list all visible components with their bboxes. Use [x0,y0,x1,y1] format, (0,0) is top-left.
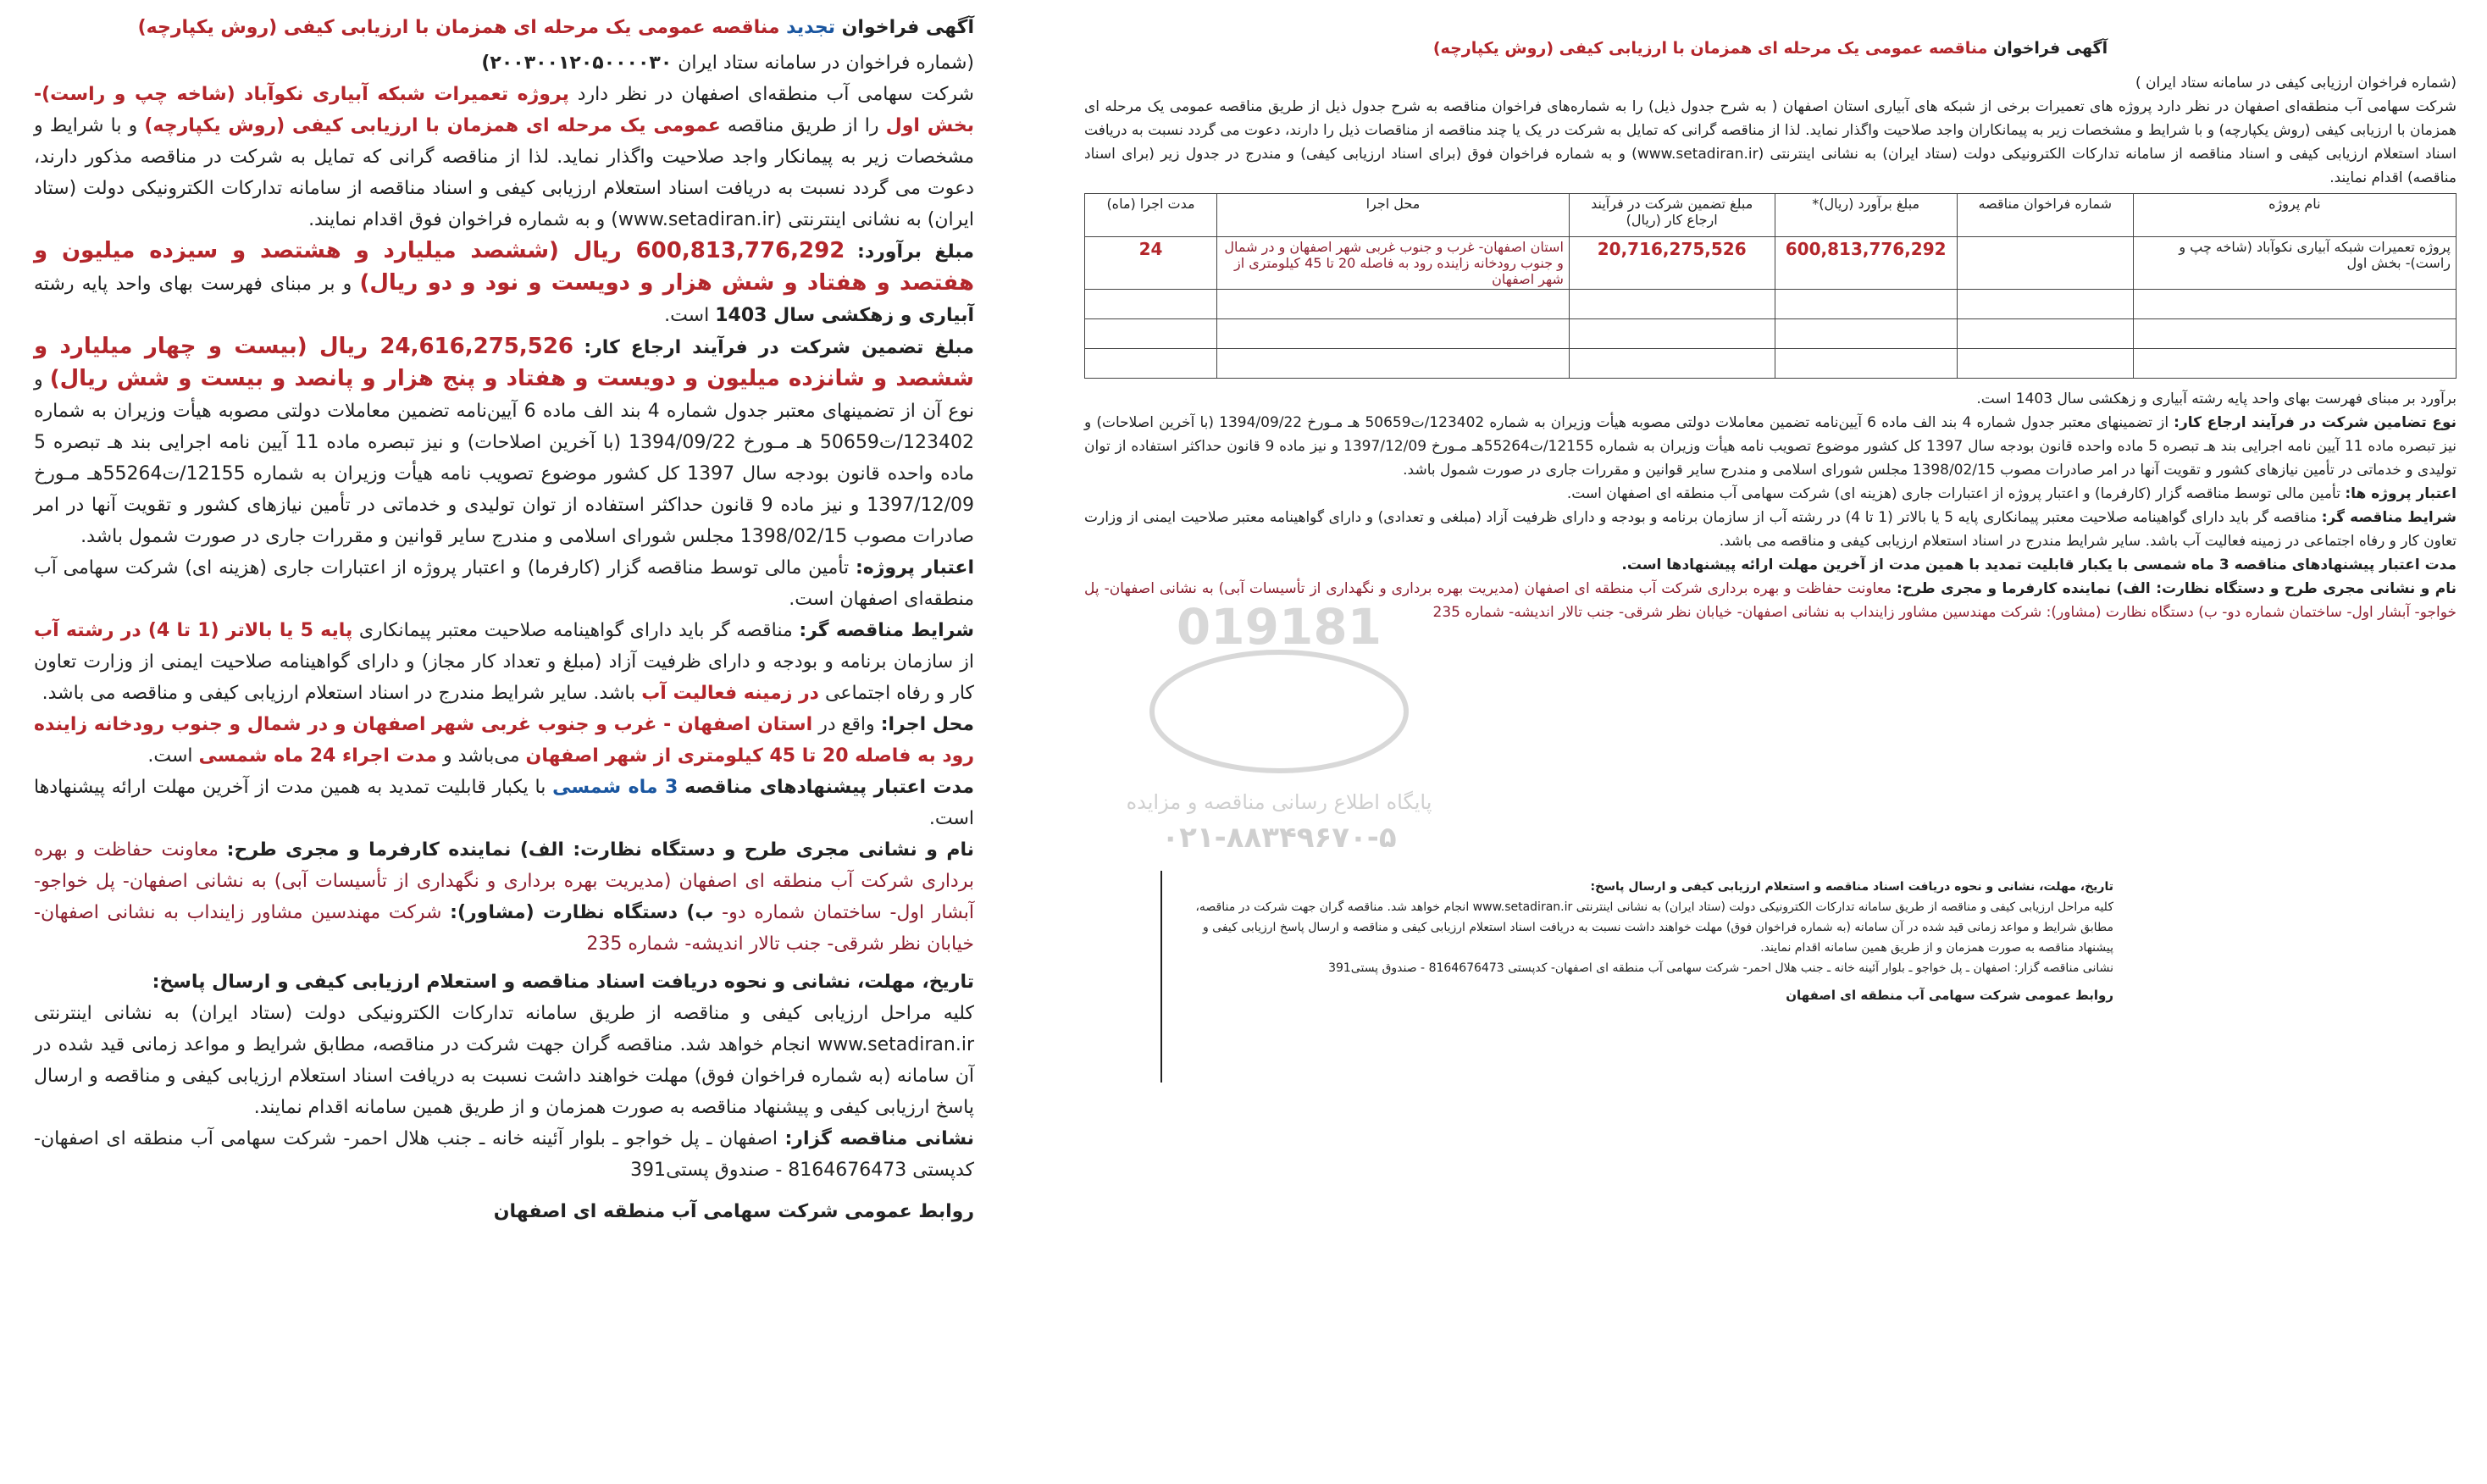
renewal-notice [34,0,974,1227]
estimate-note: برآورد بر مبنای فهرست بهای واحد پایه رشته آبیاری و زهکشی سال 1403 است. [1976,390,2457,407]
ref-line-right: (شماره فراخوان ارزیابی کیفی در سامانه ستاد ایران ) [2135,75,2457,91]
address-paragraph: نشانی مناقصه گزار: اصفهان ـ پل خواجو ـ بلوار آئینه خانه ـ جنب هلال احمر- شرکت سهامی آب منطقه ای اصفهان- کدپستی 8164676473 - صندوق پستی391 [34,1128,974,1181]
location-paragraph: محل اجرا: واقع در استان اصفهان - غرب و جنوب غربی شهر اصفهان و در شمال و جنوب رودخانه زاینده رود به فاصله 20 تا 45 کیلومتری از شهر اصفهان می‌باشد و مدت اجراء 24 ماه شمسی است. [34,714,974,767]
projects-table [1084,193,2457,379]
original-title: آگهی فراخوان مناقصه عمومی یک مرحله ای همزمان با ارزیابی کیفی (روش یکپارچه) [1432,39,2108,58]
table-header-row [1085,194,2457,237]
table-row [1085,237,2457,290]
dates-title: تاریخ، مهلت، نشانی و نحوه دریافت اسناد مناقصه و استعلام ارزیابی کیفی و ارسال پاسخ: [152,972,974,993]
intro-paragraph: شرکت سهامی آب منطقه‌ای اصفهان در نظر دارد پروژه تعمیرات شبکه آبیاری نکوآباد (شاخه چپ و راست)- بخش اول را از طریق مناقصه عمومی یک مرحله ای همزمان با ارزیابی کیفی (روش یکپارچه) و با شرایط و مشخصات زیر به پیمانکار واجد صلاحیت واگذار نماید. لذا از مناقصه گرانی که تمایل به شرکت در مناقصه مذکور دارند، دعوت می گردد نسبت به دریافت اسناد استعلام ارزیابی کیفی و اسناد مناقصه از سامانه تدارکات الکترونیکی دولت (ستاد ایران) به نشانی اینترنتی (www.setadiran.ir) و به شماره فراخوان فوق اقدام نمایند. [34,84,974,230]
col-project-name: نام پروژه [2133,194,2456,237]
watermark-phone: ۰۲۱-۸۸۳۴۹۶۷۰-۵ [1161,821,1397,855]
col-duration: مدت اجرا (ماه) [1085,194,1217,237]
credit-paragraph: اعتبار پروژه: تأمین مالی توسط مناقصه گزار (کارفرما) و اعتبار پروژه از اعتبارات جاری (هزینه ای) شرکت سهامی آب منطقه‌ای اصفهان است. [34,557,974,610]
guarantee-paragraph: مبلغ تضمین شرکت در فرآیند ارجاع کار: 24,616,275,526 ریال (بیست و چهار میلیارد و ششصد و شانزده میلیون و دویست و هفتاد و پنج هزار و پانصد و بیست و شش ریال) و نوع آن از تضمینهای معتبر جدول شماره 4 بند الف ماده 6 آیین‌نامه تضمین معاملات دولتی مصوبه هیأت وزیران به شماره 123402/ت50659 هـ مـورخ 1394/09/22 (با آخرین اصلاحات) و نیز تبصره ماده 11 آیین نامه اجرایی بند هـ تبصره 5 ماده واحده قانون بودجه سال 1397 کل کشور موضوع تصویب نامه هیأت وزیران به شماره 12155/ت55264هـ مـورخ 1397/12/09 و نیز ماده 9 قانون حداکثر استفاده از توان تولیدی و خدماتی در تأمین نیازهای کشور و تقویت آنها در امر صادرات مصوب 1398/02/15 مجلس شورای اسلامی و مندرج سایر قوانین و مقررات جاری در صورت شمول باشد. [34,334,975,547]
footer-address: نشانی مناقصه گزار: اصفهان ـ پل خواجو ـ بلوار آئینه خانه ـ جنب هلال احمر- شرکت سهامی آب منطقه ای اصفهان- کدپستی 8164676473 - صندوق پستی391 [1328,961,2113,975]
original-notice [1084,0,2457,624]
names-paragraph: نام و نشانی مجری طرح و دستگاه نظارت: الف) نماینده کارفرما و مجری طرح: معاونت حفاظت و بهره برداری شرکت آب منطقه ای اصفهان (مدیریت بهره برداری و نگهداری از تأسیسات آبی) به نشانی اصفهان- پل خواجو- آبشار اول- ساختمان شماره دو- ب) دستگاه نظارت (مشاور): شرکت مهندسین مشاور زاینداب به نشانی اصفهان- خیابان نظر شرقی- جنب تالار اندیشه- شماره 235 [34,839,974,955]
validity-paragraph-right: مدت اعتبار پیشنهادهای مناقصه 3 ماه شمسی با یکبار قابلیت تمدید با همین مدت از آخرین مهلت ارائه پیشنهادها است. [1621,556,2457,573]
credit-paragraph-right: اعتبار پروژه ها: تأمین مالی توسط مناقصه گزار (کارفرما) و اعتبار پروژه از اعتبارات جاری (هزینه ای) شرکت سهامی آب منطقه ای اصفهان است. [1566,485,2457,502]
col-estimate: مبلغ برآورد (ریال)* [1775,194,1957,237]
footer-text: کلیه مراحل ارزیابی کیفی و مناقصه از طریق سامانه تدارکات الکترونیکی دولت (ستاد ایران) به نشانی اینترنتی www.setadiran.ir انجام خواهد شد. مناقصه گران جهت شرکت در مناقصه، مطابق شرایط و مواعد زمانی قید شده در آن سامانه (به شماره فراخوان فوق) مهلت خواهند داشت نسبت به دریافت اسناد استعلام ارزیابی کیفی و مناقصه و ارسال پاسخ ارزیابی کیفی و پیشنهاد مناقصه به صورت همزمان و از طریق همین سامانه اقدام نمایند. [1195,900,2113,955]
cell-guarantee: 20,716,275,526 [1569,237,1775,290]
watermark-code: 019181 [1176,598,1382,656]
footer-title: تاریخ، مهلت، نشانی و نحوه دریافت اسناد مناقصه و استعلام ارزیابی کیفی و ارسال پاسخ: [1590,880,2113,894]
validity-paragraph: مدت اعتبار پیشنهادهای مناقصه 3 ماه شمسی با یکبار قابلیت تمدید به همین مدت از آخرین مهلت ارائه پیشنهادها است. [34,777,974,829]
estimate-paragraph: مبلغ برآورد: 600,813,776,292 ریال (ششصد میلیارد و هشتصد و سیزده میلیون و هفتصد و هفتاد و شش هزار و دویست و نود و دو ریال) و بر مبنای فهرست بهای واحد پایه رشته آبیاری و زهکشی سال 1403 است. [34,238,975,326]
guarantee-paragraph-right: نوع تضامین شرکت در فرآیند ارجاع کار: از تضمینهای معتبر جدول شماره 4 بند الف ماده 6 آیین‌نامه تضمین معاملات دولتی مصوبه هیأت وزیران به شماره 123402/ت50659 هـ مـورخ 1394/09/22 (با آخرین اصلاحات) و نیز تبصره ماده 11 آیین نامه اجرایی بند هـ تبصره 5 ماده واحده قانون بودجه سال 1397 کل کشور موضوع تصویب نامه هیأت وزیران به شماره 12155/ت55264هـ مـورخ 1397/12/09 و نیز ماده 9 قانون حداکثر استفاده از توان تولیدی و خدماتی در تأمین نیازهای کشور و تقویت آنها در امر صادرات مصوب 1398/02/15 مجلس شورای اسلامی و مندرج سایر قوانین و مقررات جاری در صورت شمول باشد. [1084,414,2457,479]
cell-duration: 24 [1085,237,1217,290]
intro-paragraph-right: شرکت سهامی آب منطقه‌ای اصفهان در نظر دارد پروژه های تعمیرات برخی از شبکه های آبیاری استان اصفهان ( به شرح جدول ذیل) را به شماره‌های فراخوان مناقصه به شرح جدول ذیل از طریق مناقصه عمومی یک مرحله ای همزمان با ارزیابی کیفی (روش یکپارچه) و با شرایط و مشخصات زیر به پیمانکاران واجد صلاحیت واگذار نماید. لذا از مناقصه گرانی که تمایل به شرکت در یک یا چند مناقصه از مناقصات ذیل را دارند، دعوت می گردد نسبت به دریافت اسناد استعلام ارزیابی کیفی و اسناد مناقصه از سامانه تدارکات الکترونیکی دولت (ستاد ایران) به نشانی اینترنتی (www.setadiran.ir) و به شماره فراخوان فوق (برای اسناد ارزیابی کیفی) و مندرج در جدول زیر (برای اسناد مناقصه) اقدام نمایند. [1084,98,2457,186]
dates-paragraph: کلیه مراحل ارزیابی کیفی و مناقصه از طریق سامانه تدارکات الکترونیکی دولت (ستاد ایران) به نشانی اینترنتی www.setadiran.ir انجام خواهد شد. مناقصه گران جهت شرکت در مناقصه، مطابق شرایط و مواعد زمانی قید شده در آن سامانه (به شماره فراخوان فوق) مهلت خواهند داشت نسبت به دریافت اسناد استعلام ارزیابی کیفی و مناقصه و ارسال پاسخ ارزیابی کیفی و پیشنهاد مناقصه به صورت همزمان و از طریق همین سامانه اقدام نمایند. [34,1003,974,1118]
table-row [1085,319,2457,349]
renewal-title: آگهی فراخوان تجدید مناقصه عمومی یک مرحله ای همزمان با ارزیابی کیفی (روش یکپارچه) [137,17,974,38]
cell-location: استان اصفهان- غرب و جنوب غربی شهر اصفهان و در شمال و جنوب رودخانه زاینده رود به فاصله 20 تا 45 کیلومتری از شهر اصفهان [1217,237,1570,290]
col-tender-number: شماره فراخوان مناقصه [1957,194,2133,237]
signature: روابط عمومی شرکت سهامی آب منطقه ای اصفهان [493,1201,974,1222]
table-row [1085,290,2457,319]
names-paragraph-right: نام و نشانی مجری طرح و دستگاه نظارت: الف) نماینده کارفرما و مجری طرح: معاونت حفاظت و بهره برداری شرکت آب منطقه ای اصفهان (مدیریت بهره برداری و نگهداری از تأسیسات آبی) به نشانی اصفهان- پل خواجو- آبشار اول- ساختمان شماره دو- ب) دستگاه نظارت (مشاور): شرکت مهندسین مشاور زاینداب به نشانی اصفهان- خیابان نظر شرقی- جنب تالار اندیشه- شماره 235 [1084,580,2457,621]
conditions-paragraph-right: شرایط مناقصه گر: مناقصه گر باید دارای گواهینامه صلاحیت معتبر پیمانکاری پایه 5 یا بالاتر (1 تا 4) در رشته آب از سازمان برنامه و بودجه و دارای ظرفیت آزاد (مبلغی و تعدادی) و دارای گواهینامه معتبر صلاحیت ایمنی از وزارت تعاون کار و رفاه اجتماعی در زمینه فعالیت آب باشد. سایر شرایط مندرج در اسناد استعلام ارزیابی کیفی و مناقصه می باشد. [1084,509,2457,550]
table-row [1085,349,2457,379]
footer-info [1182,877,2113,1005]
ref-line: (شماره فراخوان در سامانه ستاد ایران ۲۰۰۳۰۰۱۲۰۵۰۰۰۰۳۰) [481,53,974,74]
col-guarantee: مبلغ تضمین شرکت در فرآیند ارجاع کار (ریال) [1569,194,1775,237]
cell-project-name: پروژه تعمیرات شبکه آبیاری نکوآباد (شاخه چپ و راست)- بخش اول [2133,237,2456,290]
cell-tender-number [1957,237,2133,290]
footer-signature: روابط عمومی شرکت سهامی آب منطقه ای اصفهان [1786,988,2113,1003]
watermark-site: پایگاه اطلاع رسانی مناقصه و مزایده [1126,790,1432,814]
col-location: محل اجرا [1217,194,1570,237]
watermark-stamp [1093,584,1465,864]
divider-line [1160,871,1162,1083]
conditions-paragraph: شرایط مناقصه گر: مناقصه گر باید دارای گواهینامه صلاحیت معتبر پیمانکاری پایه 5 یا بالاتر (1 تا 4) در رشته آب از سازمان برنامه و بودجه و دارای ظرفیت آزاد (مبلغ و تعداد کار مجاز) و دارای گواهینامه صلاحیت ایمنی از وزارت تعاون کار و رفاه اجتماعی در زمینه فعالیت آب باشد. سایر شرایط مندرج در اسناد استعلام ارزیابی کیفی و مناقصه می باشد. [34,620,975,704]
cell-estimate: 600,813,776,292 [1775,237,1957,290]
